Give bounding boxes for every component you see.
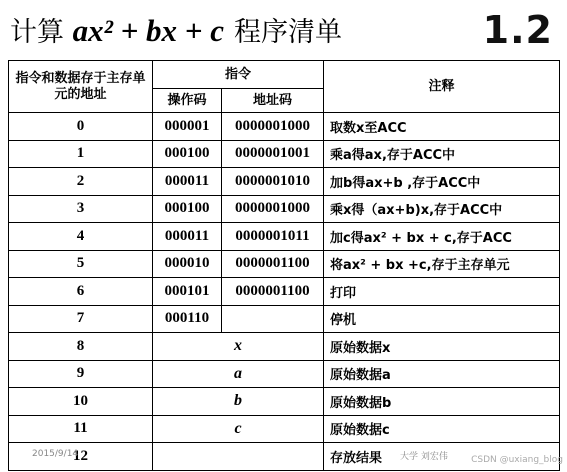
header-instruction: 指令 xyxy=(153,61,324,89)
opcode-cell: 000010 xyxy=(153,250,222,278)
address-cell: 7 xyxy=(9,305,153,333)
header-addrcode: 地址码 xyxy=(222,89,324,113)
table-row xyxy=(9,195,560,223)
opcode-cell: 000110 xyxy=(153,305,222,333)
header-opcode: 操作码 xyxy=(153,89,222,113)
data-cell xyxy=(153,443,324,471)
watermark: CSDN @uxiang_blog xyxy=(471,455,563,465)
addrcode-cell xyxy=(222,305,324,333)
addrcode-cell: 0000001000 xyxy=(222,195,324,223)
footer-date: 2015/9/14 xyxy=(32,449,79,459)
data-cell: c xyxy=(153,415,324,443)
footer-author: 大学 刘宏伟 xyxy=(400,452,448,462)
title-suffix: 程序清单 xyxy=(233,17,342,48)
opcode-cell: 000011 xyxy=(153,223,222,251)
header-address: 指令和数据存于主存单元的地址 xyxy=(9,61,153,113)
header-note: 注释 xyxy=(324,61,560,113)
note-cell: 打印 xyxy=(324,278,560,306)
data-cell: a xyxy=(153,360,324,388)
address-cell: 0 xyxy=(9,113,153,141)
table-row xyxy=(9,140,560,168)
note-cell: 原始数据c xyxy=(324,415,560,443)
table-row xyxy=(9,168,560,196)
addrcode-cell: 0000001100 xyxy=(222,250,324,278)
table-row xyxy=(9,278,560,306)
title-prefix: 计算 xyxy=(10,17,73,48)
address-cell: 6 xyxy=(9,278,153,306)
title-expression: ax² + bx + c xyxy=(72,13,224,48)
note-cell: 乘a得ax,存于ACC中 xyxy=(324,140,560,168)
data-cell: b xyxy=(153,388,324,416)
addrcode-cell: 0000001011 xyxy=(222,223,324,251)
table-row xyxy=(9,360,560,388)
note-cell: 加b得ax+b ,存于ACC中 xyxy=(324,168,560,196)
note-cell: 乘x得（ax+b)x,存于ACC中 xyxy=(324,195,560,223)
note-cell: 取数x至ACC xyxy=(324,113,560,141)
address-cell: 8 xyxy=(9,333,153,361)
table-row xyxy=(9,415,560,443)
slide-title xyxy=(10,10,342,52)
note-cell: 加c得ax² + bx + c,存于ACC xyxy=(324,223,560,251)
slide-number: 1.2 xyxy=(482,8,553,52)
addrcode-cell: 0000001000 xyxy=(222,113,324,141)
table-row xyxy=(9,305,560,333)
opcode-cell: 000100 xyxy=(153,195,222,223)
address-cell: 11 xyxy=(9,415,153,443)
note-cell: 原始数据x xyxy=(324,333,560,361)
opcode-cell: 000101 xyxy=(153,278,222,306)
table-row xyxy=(9,113,560,141)
opcode-cell: 000100 xyxy=(153,140,222,168)
address-cell: 2 xyxy=(9,168,153,196)
table-row xyxy=(9,333,560,361)
note-cell: 原始数据a xyxy=(324,360,560,388)
opcode-cell: 000011 xyxy=(153,168,222,196)
addrcode-cell: 0000001100 xyxy=(222,278,324,306)
note-cell: 将ax² + bx +c,存于主存单元 xyxy=(324,250,560,278)
note-cell: 原始数据b xyxy=(324,388,560,416)
note-cell: 存放结果 xyxy=(324,443,560,471)
data-cell: x xyxy=(153,333,324,361)
address-cell: 4 xyxy=(9,223,153,251)
address-cell: 5 xyxy=(9,250,153,278)
note-cell: 停机 xyxy=(324,305,560,333)
table-row xyxy=(9,250,560,278)
address-cell: 12 xyxy=(9,443,153,471)
program-table xyxy=(8,60,560,471)
address-cell: 9 xyxy=(9,360,153,388)
table-body xyxy=(9,113,560,471)
addrcode-cell: 0000001010 xyxy=(222,168,324,196)
address-cell: 3 xyxy=(9,195,153,223)
opcode-cell: 000001 xyxy=(153,113,222,141)
address-cell: 1 xyxy=(9,140,153,168)
table-row xyxy=(9,388,560,416)
addrcode-cell: 0000001001 xyxy=(222,140,324,168)
table-row xyxy=(9,223,560,251)
address-cell: 10 xyxy=(9,388,153,416)
